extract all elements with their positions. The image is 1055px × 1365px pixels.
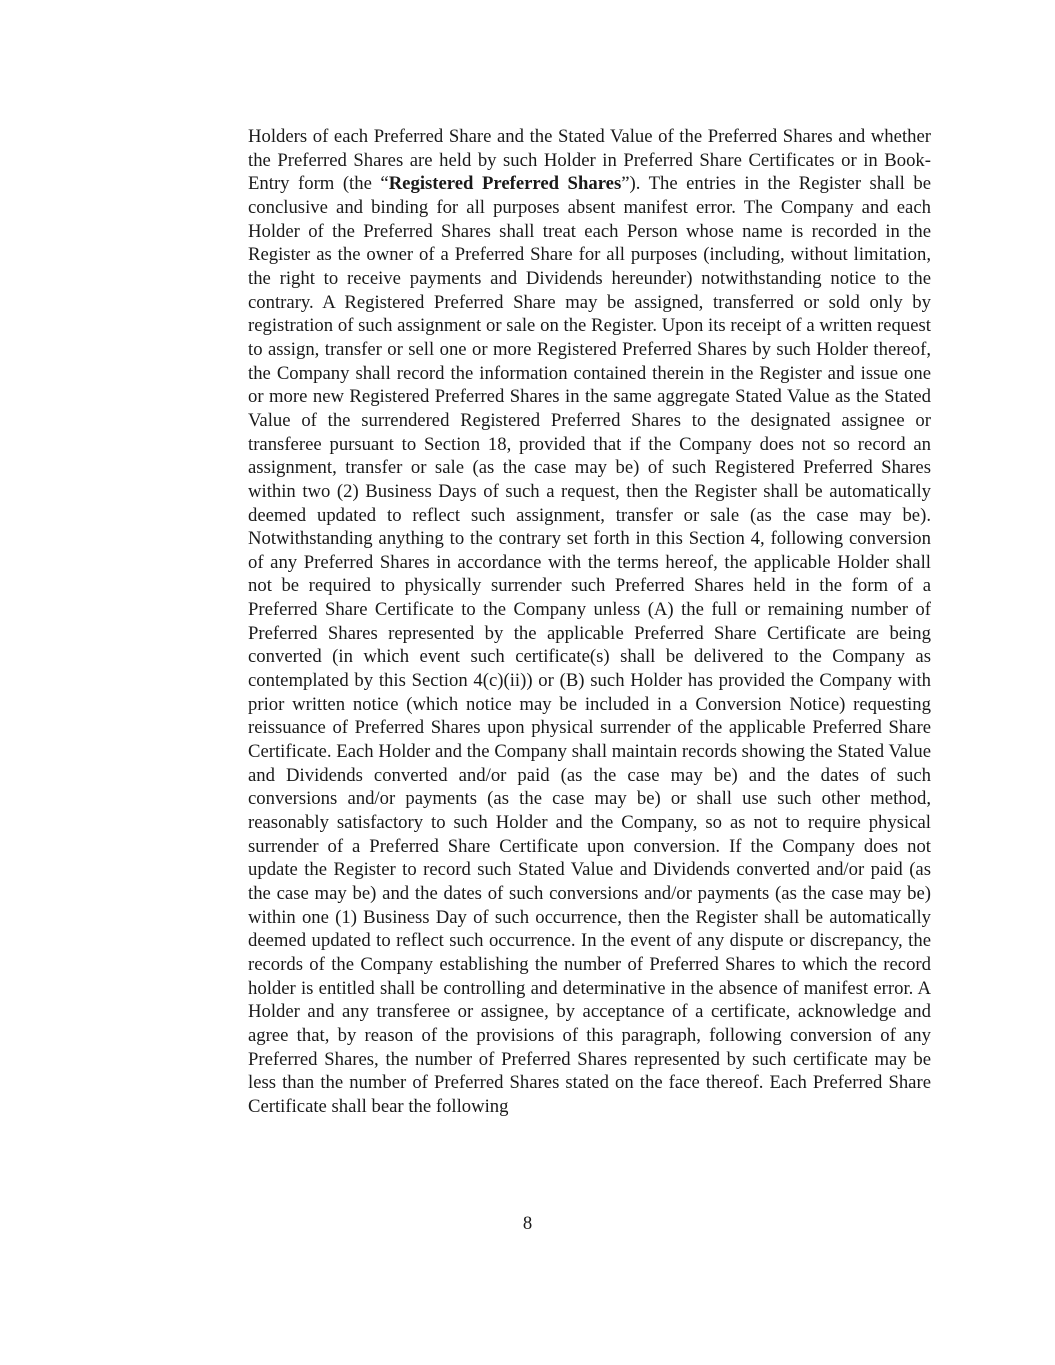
defined-term-registered-preferred-shares: Registered Preferred Shares <box>388 173 622 195</box>
page-number: 8 <box>522 1213 533 1234</box>
paragraph-text-continued: ”). The entries in the Register shall be conclusive and binding for all purposes absent manifest error. The Company and each Holder of the Preferred Shares shall treat each Person whose name is recorded in the Register as the owner of a Preferred Share for all purposes (including, without limitation, the right to receive payments and Dividends hereunder) notwithstanding notice to the contrary. A Registered Preferred Share may be assigned, transferred or sold only by registration of such assignment or sale on the Register. Upon its receipt of a written request to assign, transfer or sell one or more Registered Preferred Shares by such Holder thereof, the Company shall record the information contained therein in the Register and issue one or more new Registered Preferred Shares in the same aggregate Stated Value as the Stated Value of the surrendered Registered Preferred Shares to the designated assignee or transferee pursuant to Section 18, provided that if the Company does not so record an assignment, transfer or sale (as the case may be) of such Registered Preferred Shares within two (2) Business Days of such a request, then the Register shall be automatically deemed updated to reflect such assignment, transfer or sale (as the case may be). Notwithstanding anything to the contrary set forth in this Section 4, following conversion of any Preferred Shares in accordance with the terms hereof, the applicable Holder shall not be required to physically surrender such Preferred Shares held in the form of a Preferred Share Certificate to the Company unless (A) the full or remaining number of Preferred Shares represented by the applicable Preferred Share Certificate are being converted (in which event such certificate(s) shall be delivered to the Company as contemplated by this Section 4(c)(ii)) or (B) such Holder has provided the Company with prior written notice (which notice may be included in a Conversion Notice) requesting reissuance of Preferred Shares upon physical surrender of the applicable Preferred Share Certificate. Each Holder and the Company shall maintain records showing the Stated Value and Dividends converted and/or paid (as the case may be) and the dates of such conversions and/or payments (as the case may be) or shall use such other method, reasonably satisfactory to such Holder and the Company, so as not to require physical surrender of a Preferred Share Certificate upon conversion. If the Company does not update the Register to record such Stated Value and Dividends converted and/or paid (as the case may be) and the dates of such conversions and/or payments (as the case may be) within one (1) Business Day of such occurrence, then the Register shall be automatically deemed updated to reflect such occurrence. In the event of any dispute or discrepancy, the records of the Company establishing the number of Preferred Shares to which the record holder is entitled shall be controlling and determinative in the absence of manifest error. A Holder and any transferee or assignee, by acceptance of a certificate, acknowledge and agree that, by reason of the provisions of this paragraph, following conversion of any Preferred Shares, the number of Preferred Shares represented by such certificate may be less than the number of Preferred Shares stated on the face thereof. Each Preferred Share Certificate shall bear the following <box>248 173 931 1117</box>
body-paragraph <box>248 125 931 1119</box>
paragraph-text-start: Holders of each Preferred Share and the Stated Value of the Preferred Shares and whether the Preferred Shares are held by such Holder in Preferred Share Certificates or in Book-Entry form (the “ <box>248 126 931 195</box>
